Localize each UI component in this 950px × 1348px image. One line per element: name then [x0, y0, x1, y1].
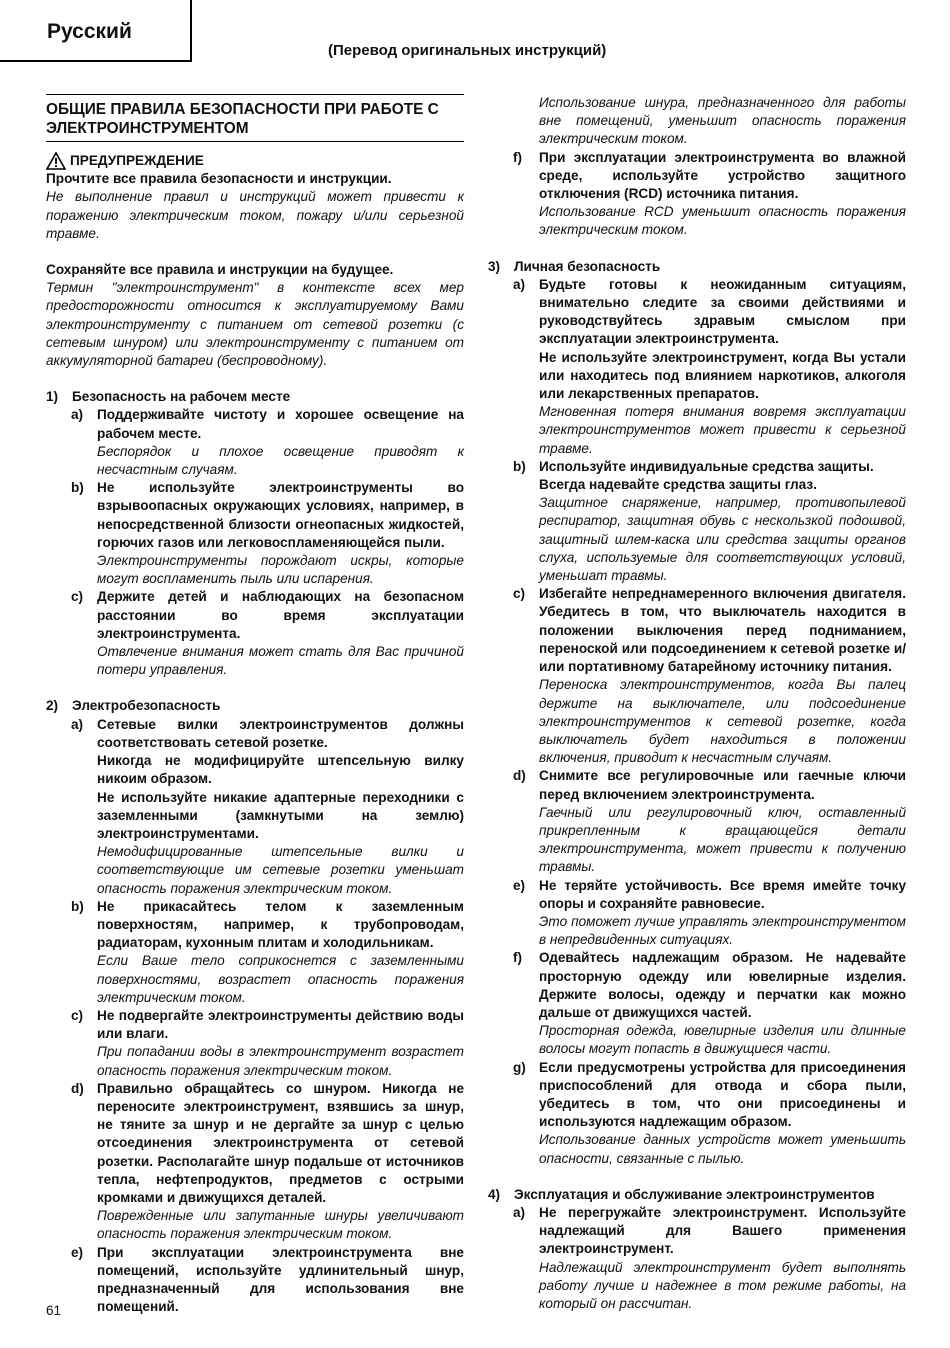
item-letter: e): [71, 1244, 84, 1260]
item-note: Использование шнура, предназначенного для работы вне помещений, уменьшит опасность поражения электрическим током.: [539, 95, 906, 147]
item-note: Если Ваше тело соприкоснется с заземленными поверхностями, возрастет опасность поражения электрическим током.: [97, 953, 464, 1005]
item-rule: При эксплуатации электроинструмента вне помещений, используйте удлинительный шнур, предназначенный для использования вне помещений.: [97, 1244, 464, 1315]
item-rule: Никогда не модифицируйте штепсельную вилку никоим образом.: [97, 753, 464, 787]
list-item: [71, 898, 464, 1007]
list-item: [513, 1059, 906, 1168]
item-rule: При эксплуатации электроинструмента во влажной среде, используйте устройство защитного отключения (RCD) источника питания.: [539, 149, 906, 202]
list-item-continued: [513, 94, 906, 149]
item-rule: Не перегружайте электроинструмент. Используйте надлежащий для Вашего применения электроинструмент.: [539, 1204, 906, 1257]
item-rule: Поддерживайте чистоту и хорошее освещение на рабочем месте.: [97, 407, 464, 441]
item-letter: f): [513, 950, 523, 966]
item-note: Использование RCD уменьшит опасность поражения электрическим током.: [539, 204, 906, 238]
item-letter: b): [513, 458, 526, 474]
item-rule: Сетевые вилки электроинструментов должны соответствовать сетевой розетке.: [97, 716, 464, 750]
item-rule: Одевайтесь надлежащим образом. Не надевайте просторную одежду или ювелирные изделия. Держите волосы, одежду и перчатки как можно дальше от движущихся частей.: [539, 950, 906, 1020]
list-item: [71, 716, 464, 898]
item-rule: Будьте готовы к неожиданным ситуациям, внимательно следите за своими действиями и руководствуйтесь здравым смыслом при эксплуатации электроинструмента.: [539, 276, 906, 347]
item-rule: Избегайте непреднамеренного включения двигателя. Убедитесь в том, что выключатель находится в положении выключения перед подниманием, переноской или подсоединением к сетевой розетке и/ или портативному батарейному источнику питания.: [539, 586, 906, 675]
list-item: [513, 1204, 906, 1313]
item-rule: Не используйте электроинструмент, когда Вы устали или находитесь под влиянием наркотиков, алкоголя или лекарственных препаратов.: [539, 349, 906, 402]
item-note: Мгновенная потеря внимания вовремя эксплуатации электроинструментов может привести к серьезной травме.: [539, 404, 906, 456]
item-note: Надлежащий электроинструмент будет выполнять работу лучше и надежнее в том режиме работы, на который он рассчитан.: [539, 1259, 906, 1311]
item-note: Просторная одежда, ювелирные изделия или длинные волосы могут попасть в движущиеся части.: [539, 1023, 906, 1057]
warning-heading: [46, 152, 464, 170]
item-letter: g): [513, 1059, 526, 1075]
warning-triangle-icon: [46, 152, 66, 170]
section-2-heading: [46, 697, 464, 715]
section-title-text: Электробезопасность: [72, 698, 221, 714]
section-title-text: Личная безопасность: [514, 258, 661, 274]
section-4-heading: [488, 1186, 906, 1204]
item-letter: a): [71, 716, 84, 732]
list-item: [513, 149, 906, 240]
section-title: ОБЩИЕ ПРАВИЛА БЕЗОПАСНОСТИ ПРИ РАБОТЕ С ЭЛЕКТРОИНСТРУМЕНТОМ: [46, 94, 464, 142]
item-letter: a): [513, 1204, 526, 1220]
item-note: Защитное снаряжение, например, противопылевой респиратор, защитная обувь с нескользкой подошвой, защитный шлем-каска или средства защиты органов слуха, используемые для соответствующих условий, уменьшат травмы.: [539, 495, 906, 584]
term-note: Термин "электроинструмент" в контексте всех мер предосторожности относится к эксплуатируемому Вами электроинструменту с питанием от сетевой розетки (с сетевым шнуром) или электроинструменту с питанием от аккумуляторной батареи (беспроводному).: [46, 280, 464, 369]
document-subtitle: (Перевод оригинальных инструкций): [328, 42, 607, 59]
list-item: [71, 406, 464, 479]
item-letter: c): [71, 589, 84, 605]
item-rule: Всегда надевайте средства защиты глаз.: [539, 477, 817, 493]
item-rule: Используйте индивидуальные средства защиты.: [539, 458, 874, 474]
save-rules: Сохраняйте все правила и инструкции на будущее.: [46, 262, 394, 278]
item-rule: Не прикасайтесь телом к заземленным поверхностям, например, к трубопроводам, радиаторам, кухонным плитам и холодильникам.: [97, 898, 464, 951]
item-rule: Не теряйте устойчивость. Все время имейте точку опоры и сохраняйте равновесие.: [539, 877, 906, 911]
section-number: 3): [488, 258, 501, 274]
item-letter: d): [513, 768, 526, 784]
list-item: [513, 585, 906, 767]
list-item: [71, 1007, 464, 1080]
item-letter: d): [71, 1080, 84, 1096]
list-item: [513, 276, 906, 458]
item-rule: Держите детей и наблюдающих на безопасном расстоянии во время эксплуатации электроинструмента.: [97, 589, 464, 641]
list-item: [71, 588, 464, 679]
list-item: [71, 1244, 464, 1317]
item-note: Гаечный или регулировочный ключ, оставленный прикрепленным к вращающейся детали электроинструмента, может привести к получению травмы.: [539, 804, 906, 875]
item-rule: Не используйте никакие адаптерные переходники с заземленными (замкнутыми на землю) электроинструментами.: [97, 789, 464, 841]
item-rule: Правильно обращайтесь со шнуром. Никогда не переносите электроинструмент, взявшись за шнур, не тяните за шнур и не дергайте за шнур с целью отсоединения электроинструмента от сетевой розетки. Располагайте шнур подальше от источников тепла, нефтепродуктов, предметов с острыми кромками и движущихся деталей.: [97, 1080, 464, 1205]
item-note: Отвлечение внимания может стать для Вас причиной потери управления.: [97, 644, 464, 678]
list-item: [71, 1080, 464, 1244]
item-letter: e): [513, 877, 526, 893]
list-item: [513, 949, 906, 1058]
section-3-heading: [488, 258, 906, 276]
read-rules-note: Не выполнение правил и инструкций может привести к поражению электрическим током, пожару и/или серьезной травме.: [46, 189, 464, 241]
item-note: Поврежденные или запутанные шнуры увеличивают опасность поражения электрическим током.: [97, 1208, 464, 1242]
read-rules: Прочтите все правила безопасности и инструкции.: [46, 171, 392, 187]
page-number: 61: [46, 1303, 62, 1318]
section-number: 2): [46, 698, 59, 714]
item-letter: f): [513, 149, 523, 165]
item-rule: Не подвергайте электроинструменты действию воды или влаги.: [97, 1007, 464, 1042]
item-note: При попадании воды в электроинструмент возрастет опасность поражения электрическим током.: [97, 1044, 464, 1078]
item-letter: c): [71, 1007, 84, 1023]
item-note: Немодифицированные штепсельные вилки и соответствующие им сетевые розетки уменьшат опасность поражения электрическим током.: [97, 844, 464, 896]
item-letter: a): [71, 407, 84, 423]
item-letter: a): [513, 276, 526, 292]
item-note: Электроинструменты порождают искры, которые могут воспламенить пыль или испарения.: [97, 553, 464, 587]
list-item: [71, 479, 464, 588]
item-rule: Если предусмотрены устройства для присоединения приспособлений для отвода и сбора пыли, убедитесь в том, что они присоединены и используются надлежащим образом.: [539, 1059, 906, 1130]
section-title-text: Безопасность на рабочем месте: [72, 389, 291, 405]
warning-label: ПРЕДУПРЕЖДЕНИЕ: [70, 153, 204, 168]
item-letter: c): [513, 586, 526, 602]
item-rule: Снимите все регулировочные или гаечные ключи перед включением электроинструмента.: [539, 768, 906, 802]
left-column: [46, 94, 464, 1316]
item-note: Беспорядок и плохое освещение приводят к несчастным случаям.: [97, 443, 464, 478]
right-column: [488, 94, 906, 1313]
item-note: Использование данных устройств может уменьшить опасности, связанные с пылью.: [539, 1132, 906, 1166]
item-note: Переноска электроинструментов, когда Вы палец держите на выключателе, или подсоединение электроинструментов к сетевой розетке, когда выключатель будет находиться в положении включения, приводит к несчастным случаям.: [539, 677, 906, 766]
section-1-heading: [46, 388, 464, 406]
list-item: [513, 767, 906, 876]
item-letter: b): [71, 898, 84, 914]
item-note: Это поможет лучше управлять электроинструментом в непредвиденных ситуациях.: [539, 913, 906, 948]
item-rule: Не используйте электроинструменты во взрывоопасных окружающих условиях, например, в непосредственной близости огнеопасных жидкостей, горючих газов или легковоспламеняющейся пыли.: [97, 480, 464, 550]
section-number: 1): [46, 389, 59, 405]
language-label: Русский: [47, 20, 132, 43]
list-item: [513, 458, 906, 585]
list-item: [513, 877, 906, 950]
section-title-text: Эксплуатация и обслуживание электроинструментов: [514, 1186, 875, 1202]
section-number: 4): [488, 1186, 501, 1202]
item-letter: b): [71, 480, 84, 496]
